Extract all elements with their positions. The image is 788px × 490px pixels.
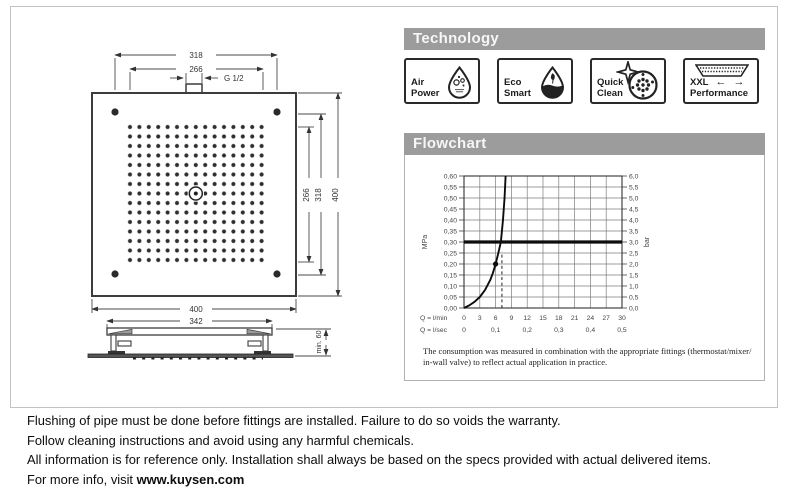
flowchart-caption: The consumption was measured in combination with the appropriate fittings (thermostat/mixer/ in-wall valve) to reflect actual application in practice. xyxy=(423,346,752,367)
svg-text:3: 3 xyxy=(477,315,482,322)
tech-badge-label: Performance xyxy=(690,87,749,99)
svg-text:3,0: 3,0 xyxy=(629,239,639,247)
eco-smart-drop-icon xyxy=(539,66,566,99)
corner-screw xyxy=(111,270,118,277)
svg-text:0,55: 0,55 xyxy=(443,184,457,192)
air-power-drop-icon xyxy=(446,66,473,99)
shower-face-top-view xyxy=(92,84,296,296)
dim-342-label: 342 xyxy=(189,317,203,326)
svg-text:0,3: 0,3 xyxy=(554,327,564,334)
svg-text:MPa: MPa xyxy=(422,234,429,250)
svg-text:1,5: 1,5 xyxy=(629,272,639,280)
svg-text:0,05: 0,05 xyxy=(443,294,457,302)
dim-266-label: 266 xyxy=(189,65,203,74)
svg-text:2,5: 2,5 xyxy=(629,250,639,258)
svg-text:0,5: 0,5 xyxy=(629,294,639,302)
footer-line-4: For more info, visit www.kuysen.com xyxy=(27,471,245,487)
svg-text:Q = l/min: Q = l/min xyxy=(420,315,448,322)
svg-text:0,10: 0,10 xyxy=(443,283,457,291)
flowchart-panel xyxy=(404,133,765,381)
svg-text:0,35: 0,35 xyxy=(443,228,457,236)
tech-badge-label: Quick Clean xyxy=(597,77,624,99)
thread-g12-label: G 1/2 xyxy=(224,74,244,83)
svg-text:6,0: 6,0 xyxy=(629,173,639,181)
svg-text:21: 21 xyxy=(570,315,579,322)
svg-text:0,50: 0,50 xyxy=(443,195,457,203)
svg-text:15: 15 xyxy=(539,315,547,322)
svg-text:Q = l/sec: Q = l/sec xyxy=(420,327,448,334)
shower-side-view xyxy=(88,328,293,360)
svg-text:0: 0 xyxy=(462,315,466,322)
dim-bottom-400-label: 400 xyxy=(189,305,203,314)
corner-screw xyxy=(273,270,280,277)
tech-badge-quick-clean xyxy=(590,58,666,104)
svg-text:0,40: 0,40 xyxy=(443,217,457,225)
footer-line-3: All information is for reference only. Installation shall always be based on the specs provided with actual delivered items. xyxy=(27,452,712,468)
svg-text:3,5: 3,5 xyxy=(629,228,639,236)
svg-text:6: 6 xyxy=(493,315,498,322)
svg-text:bar: bar xyxy=(644,236,651,248)
svg-text:0,0: 0,0 xyxy=(629,305,639,313)
svg-text:0,60: 0,60 xyxy=(443,173,457,181)
svg-text:1,0: 1,0 xyxy=(629,283,639,291)
svg-text:12: 12 xyxy=(523,315,531,322)
svg-text:0: 0 xyxy=(462,327,466,334)
svg-text:18: 18 xyxy=(555,315,563,322)
svg-text:0,1: 0,1 xyxy=(490,327,501,334)
dim-318-label: 318 xyxy=(189,51,203,60)
svg-text:0,00: 0,00 xyxy=(443,305,457,313)
svg-text:0,30: 0,30 xyxy=(443,239,457,247)
svg-text:0,20: 0,20 xyxy=(443,261,457,269)
svg-text:5,5: 5,5 xyxy=(629,184,639,192)
svg-text:0,4: 0,4 xyxy=(585,327,596,334)
svg-text:4,0: 4,0 xyxy=(629,217,639,225)
tech-badge-air-power xyxy=(404,58,480,104)
svg-text:0,5: 0,5 xyxy=(617,327,627,334)
footer-notes xyxy=(27,411,779,489)
website-url: www.kuysen.com xyxy=(136,471,245,487)
dim-min60-label: min. 60 xyxy=(316,330,323,354)
technology-header-label: Technology xyxy=(413,30,500,47)
tech-badge-label: Air Power xyxy=(411,77,440,99)
svg-text:24: 24 xyxy=(586,315,595,322)
left-arrow-icon: ← xyxy=(715,76,727,88)
flowchart-header-label: Flowchart xyxy=(413,135,487,152)
tech-badge-eco-smart xyxy=(497,58,573,104)
svg-text:0,2: 0,2 xyxy=(522,327,532,334)
svg-text:0,15: 0,15 xyxy=(443,272,457,280)
svg-text:9: 9 xyxy=(509,315,514,322)
corner-screw xyxy=(111,108,118,115)
tech-badge-xxl-performance xyxy=(683,58,759,104)
xxl-label-row: XXL ← → xyxy=(690,76,745,88)
dim-right-266-label: 266 xyxy=(302,188,311,202)
dim-right-318-label: 318 xyxy=(314,188,323,202)
svg-text:4,5: 4,5 xyxy=(629,206,639,214)
flowchart-header-bar xyxy=(404,133,765,155)
footer-line-2: Follow cleaning instructions and avoid using any harmful chemicals. xyxy=(27,432,414,448)
dim-right-400-label: 400 xyxy=(331,188,340,202)
svg-text:5,0: 5,0 xyxy=(629,195,639,203)
flow-pressure-chart xyxy=(419,164,659,342)
svg-text:0,45: 0,45 xyxy=(443,206,457,214)
svg-text:27: 27 xyxy=(602,315,610,322)
svg-text:30: 30 xyxy=(618,315,626,322)
technology-header-bar xyxy=(404,28,765,50)
svg-text:0,25: 0,25 xyxy=(443,250,457,258)
technical-drawing xyxy=(10,6,404,404)
right-arrow-icon: → xyxy=(733,76,745,88)
svg-text:2,0: 2,0 xyxy=(629,261,639,269)
corner-screw xyxy=(273,108,280,115)
tech-badge-label: Eco Smart xyxy=(504,77,531,99)
footer-line-1: Flushing of pipe must be done before fittings are installed. Failure to do so voids the warranty. xyxy=(27,413,561,428)
